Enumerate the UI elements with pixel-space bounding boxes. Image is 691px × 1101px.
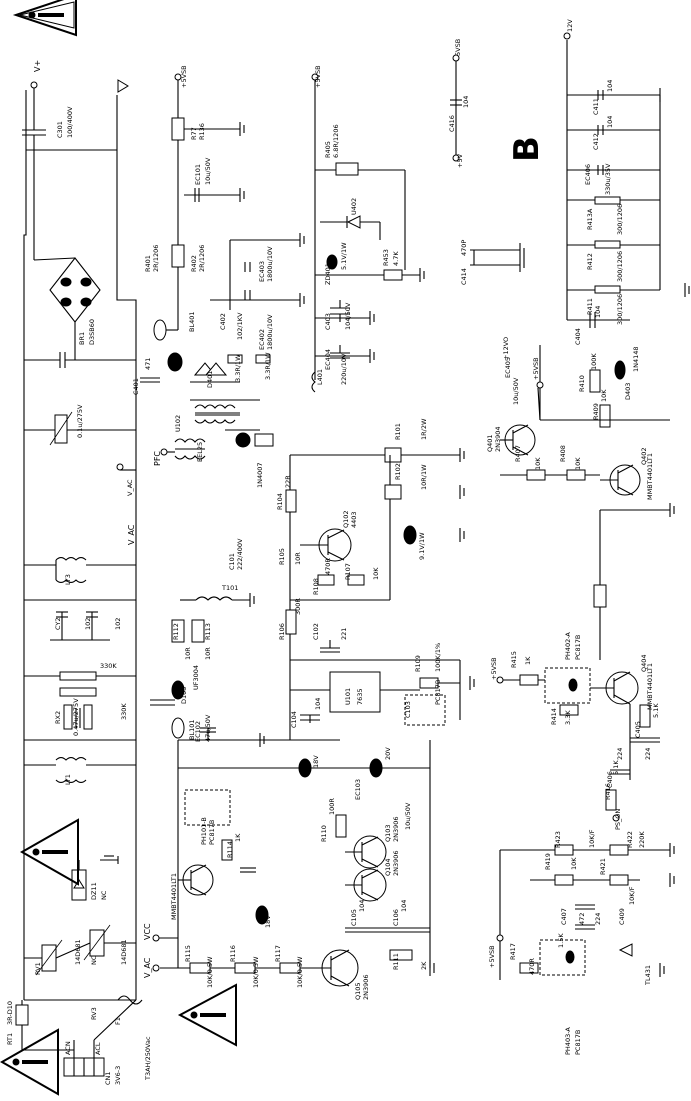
standby-section [140, 74, 300, 459]
node-label: PFC [153, 450, 162, 466]
res-ref: R106 [278, 623, 286, 640]
cap-ref: C106 [392, 909, 400, 926]
rail-label: 12V [566, 19, 574, 32]
zener-value: 9.1V/1W [418, 532, 426, 560]
transistor-ref: Q104 [384, 858, 392, 876]
cap-value: 470P [460, 239, 468, 256]
ic-ref: U102 [174, 414, 182, 432]
res-ref: R102 [394, 463, 402, 480]
cap-ref: C406 [606, 771, 614, 788]
cap-value: 224 [594, 912, 602, 925]
res-value: 330K [120, 703, 128, 720]
res-ref: R415 [510, 651, 518, 668]
cap-ref: EC103 [354, 778, 362, 800]
choke-ref: LY3 [64, 574, 72, 585]
cap-ref: C401 [132, 378, 140, 395]
res-value: 2R/1206 [152, 244, 160, 272]
res-value: 3.3K [564, 710, 572, 725]
res-value: 3.3R/1W [234, 354, 242, 382]
res-ref: R101 [394, 423, 402, 440]
cap-ref: C301 [56, 121, 64, 138]
res-ref: R402 [190, 255, 198, 272]
diode-ref: D403 [624, 382, 632, 400]
pin-label: ACN [64, 1041, 72, 1055]
transistor-ref: Q105 [354, 982, 362, 1000]
opto-ref: PH403-A [564, 1027, 572, 1055]
connector-type: 3V6-3 [114, 1065, 122, 1085]
choke-ref: LY1 [64, 774, 72, 785]
res-value: 300/1206 [616, 250, 624, 282]
ic-value: TL431 [644, 965, 652, 985]
res-value: 10K [570, 857, 578, 870]
rail-label: +5V [456, 153, 464, 168]
cap-ref: EC406 [584, 163, 592, 185]
res-ref: R411 [586, 298, 594, 315]
diode-ref: D401 [206, 370, 214, 388]
cap-value: 472 [578, 912, 586, 925]
res-value: 10K/F [628, 886, 636, 905]
bridge-ref: BR1 [78, 331, 86, 345]
res-value: 22R [284, 475, 292, 488]
res-ref: R407 [514, 445, 522, 462]
regulator-section [312, 74, 420, 392]
ic-value: 7635 [356, 688, 364, 705]
res-ref: R77 [190, 127, 198, 140]
res-value: 470R [528, 958, 536, 975]
cap-value: 1800u/10V [266, 246, 274, 282]
res-value: 10K [534, 457, 542, 470]
cap-ref: C409 [618, 908, 626, 925]
transistor-ref: Q402 [640, 447, 648, 465]
res-value: 100K [590, 353, 598, 370]
res-value: 10R/1W [420, 464, 428, 490]
cap-ref: C407 [560, 908, 568, 925]
pin-label: ACL [94, 1042, 102, 1055]
rail-label: V+ [33, 59, 42, 72]
res-ref: R413A [586, 208, 594, 230]
res-ref: R107 [344, 563, 352, 580]
res-ref: R416 [604, 783, 612, 800]
res-value: 100K/1% [434, 642, 442, 672]
res-value: 10K/0.5W [206, 956, 214, 988]
res-ref: R422 [626, 831, 634, 848]
zener-value: 20V [384, 747, 392, 760]
res-value: 1.5K [557, 933, 565, 948]
cap-ref: EC405 [504, 356, 512, 378]
res-ref: R105 [278, 548, 286, 565]
bead-ref: BL401 [188, 311, 196, 332]
rail-label: +5VSB [314, 65, 322, 88]
diode-value: UF3004 [192, 664, 200, 690]
res-ref: R111 [392, 953, 400, 970]
res-value: 330K [100, 662, 117, 670]
cap-ref: EC101 [194, 163, 202, 185]
transistor-value: 4403 [350, 511, 358, 528]
cap-ref: EC402 [258, 328, 266, 350]
cap-ref: EC404 [324, 348, 332, 370]
res-value: 10K [372, 567, 380, 580]
res-ref: R423 [554, 831, 562, 848]
res-ref: R113 [204, 623, 212, 640]
res-value: 1K [524, 656, 532, 665]
node-label: V_AC [126, 479, 134, 496]
res-value: 2R/1206 [198, 244, 206, 272]
cap-ref: CY2 [54, 617, 62, 630]
cap-value: 1800u/10V [266, 314, 274, 350]
cap-value: 102 [84, 617, 92, 630]
transistor-value: MMBT4401LT1 [646, 662, 654, 710]
xfmr-value: EEL25 [196, 441, 204, 462]
cap-value: 471 [144, 357, 152, 370]
cap-ref: C101 [228, 553, 236, 570]
signal-label: PS_ON [614, 808, 622, 830]
cap-value: 104 [400, 899, 408, 912]
res-value: 5.1K [612, 760, 620, 775]
cap-value: 10u/50V [512, 377, 520, 405]
res-ref: R114 [226, 841, 234, 858]
res-value: 300/1206 [616, 203, 624, 235]
cap-value: 330u/35V [604, 163, 612, 195]
transistor-value: MMBT4401LT1 [646, 452, 654, 500]
res-value: 100R [328, 798, 336, 815]
cap-ref: C412 [592, 133, 600, 150]
varistor-value: 14D681 [74, 939, 82, 965]
cap-value: 222/400V [236, 538, 244, 570]
res-ref: R412 [586, 253, 594, 270]
opto-value: PC817B [574, 634, 582, 660]
xfmr-ref: T101 [222, 584, 239, 592]
transistor-value: 2N3904 [494, 426, 502, 452]
res-ref: R421 [599, 858, 607, 875]
diode-ref: D103 [180, 686, 188, 704]
cap-value: 104 [606, 79, 614, 92]
cap-ref: C103 [404, 701, 412, 718]
cap-ref: C105 [350, 909, 358, 926]
cap-value: 224 [616, 747, 624, 760]
res-value: 3.3R/1W [264, 352, 272, 380]
node-label: VCC [143, 923, 152, 940]
nc-label: NC [100, 890, 108, 900]
res-ref: R108 [312, 578, 320, 595]
cap-value: 220u/10V [340, 353, 348, 385]
diode-value: 1N4007 [256, 462, 264, 488]
cap-value: 102 [114, 617, 122, 630]
res-ref: R453 [382, 249, 390, 266]
res-value: 10K [600, 389, 608, 402]
transistor-ref: Q102 [342, 510, 350, 528]
cap-ref: C402 [219, 313, 227, 330]
res-ref: R414 [550, 708, 558, 725]
varistor-ref: RV1 [34, 962, 42, 975]
res-value: 10K/F [588, 829, 596, 848]
cap-value: 10u/50V [404, 802, 412, 830]
warning-triangle-icon [22, 820, 78, 884]
res-ref: R115 [184, 945, 192, 962]
cap-value: 224 [644, 747, 652, 760]
res-value: 2K [420, 961, 428, 970]
res-value: 10R [184, 647, 192, 660]
left-ac-section [16, 80, 142, 1076]
res-ref: R110 [320, 825, 328, 842]
res-ref: R410 [578, 375, 586, 392]
varistor-value: 14D681 [120, 939, 128, 965]
nc-label: NC [90, 955, 98, 965]
res-value: 300/1206 [616, 293, 624, 325]
cap-value: 102/1KV [236, 312, 244, 340]
cap-value: 0.47u/275V [72, 698, 80, 736]
cap-ref: C416 [448, 115, 456, 132]
cap-value: 221 [340, 627, 348, 640]
cap-value: 104 [594, 305, 602, 318]
cap-ref: EC102 [194, 720, 202, 742]
transistor-value: 2N3906 [362, 974, 370, 1000]
res-ref: R419 [544, 853, 552, 870]
res-value: 10R [204, 647, 212, 660]
diode-value: 1N4148 [632, 346, 640, 372]
fuse-value: T3AH/250Vac [144, 1036, 152, 1080]
res-value: 300R [294, 598, 302, 615]
connector-ref: CN1 [104, 1071, 112, 1085]
opto-value: PC817B [208, 819, 216, 845]
res-value: 10K/0.5W [252, 956, 260, 988]
res-ref: R417 [509, 943, 517, 960]
cap-value: 0.1u/275V [76, 404, 84, 438]
res-ref: R104 [276, 493, 284, 510]
rail-label: +5VSB [488, 945, 496, 968]
zener-value: 18V [264, 915, 272, 928]
warning-triangle-icon [16, 0, 76, 35]
cap-value: 47u/50V [204, 714, 212, 742]
res-value: R136 [198, 123, 206, 140]
transistor-ref: Q103 [384, 824, 392, 842]
res-ref: R408 [559, 445, 567, 462]
cap-ref: C414 [460, 268, 468, 285]
res-ref: RX2 [54, 710, 62, 724]
res-value: 1K [234, 833, 242, 842]
cap-ref: C411 [592, 98, 600, 115]
res-value: 10R [294, 552, 302, 565]
res-value: 1R/2W [420, 418, 428, 440]
res-ref: R109 [414, 655, 422, 672]
res-ref: R116 [229, 945, 237, 962]
cap-value: 104 [606, 115, 614, 128]
cap-ref: C404 [574, 328, 582, 345]
control-section [150, 448, 460, 986]
rail-label: +5VSB [180, 65, 188, 88]
node-label: V_AC [127, 524, 136, 545]
res-ref: R401 [144, 255, 152, 272]
cap-ref: C403 [324, 313, 332, 330]
transistor-value: 2N3906 [392, 816, 400, 842]
cap-ref: EC403 [258, 260, 266, 282]
node-label: V_AC [143, 957, 152, 978]
rail-label: +12VO [502, 336, 510, 360]
res-value: 470R [324, 558, 332, 575]
transistor-value: MMBT4401LT1 [170, 872, 178, 920]
ps-on-section [497, 668, 670, 980]
res-value: 220K [638, 831, 646, 848]
thermistor-ref: RT1 [6, 1032, 14, 1045]
rail-label: 5VSB [454, 38, 462, 56]
zener-value: 5.1V/1W [340, 242, 348, 270]
res-value: 5.1K [652, 703, 660, 718]
cap-ref: C102 [312, 623, 320, 640]
cap-value: 104/50V [344, 302, 352, 330]
res-value: 4.7K [392, 251, 400, 266]
bead-ref: BL101 [188, 719, 196, 740]
warning-triangle-icon [180, 985, 236, 1045]
bridge-part: D3SB60 [88, 319, 96, 345]
cap-value: 100/400V [66, 106, 74, 138]
thermistor-value: 3R-D10 [6, 1000, 14, 1025]
res-ref: R112 [172, 623, 180, 640]
ic-ref: U101 [344, 687, 352, 705]
zener-value: 18V [312, 755, 320, 768]
rail-label: +5VSB [532, 357, 540, 380]
gas-tube-ref: DZ11 [90, 882, 98, 900]
transistor-value: 2N3906 [392, 850, 400, 876]
cap-ref: C405 [634, 721, 642, 738]
zener-ref: ZD401 [324, 263, 332, 285]
rail-label: +5VSB [490, 657, 498, 680]
res-ref: R409 [592, 403, 600, 420]
res-ref: R405 [324, 141, 332, 158]
ic-ref: U402 [350, 197, 358, 215]
transistor-ref: Q401 [486, 434, 494, 452]
opto-ref: PH402-A [564, 632, 572, 660]
cap-value: 104 [314, 697, 322, 710]
transistor-ref: Q404 [640, 654, 648, 672]
opto-value: PC817B [574, 1029, 582, 1055]
res-value: 10K [574, 457, 582, 470]
cap-ref: C104 [290, 711, 298, 728]
inductor-ref: L401 [316, 368, 324, 385]
res-value: 6.8R/1206 [332, 124, 340, 158]
sheet-letter: B [507, 136, 547, 162]
cap-value: 104 [462, 95, 470, 108]
opto-ref: PH101-B [200, 817, 208, 845]
opto-value: PC817B [434, 679, 442, 705]
cap-value: 10u/50V [204, 157, 212, 185]
res-value: 10K/0.5W [296, 956, 304, 988]
varistor-ref: RV3 [90, 1007, 98, 1020]
cap-value: 104 [358, 899, 366, 912]
res-ref: R117 [274, 945, 282, 962]
fuse-ref: F1 [114, 1017, 122, 1025]
